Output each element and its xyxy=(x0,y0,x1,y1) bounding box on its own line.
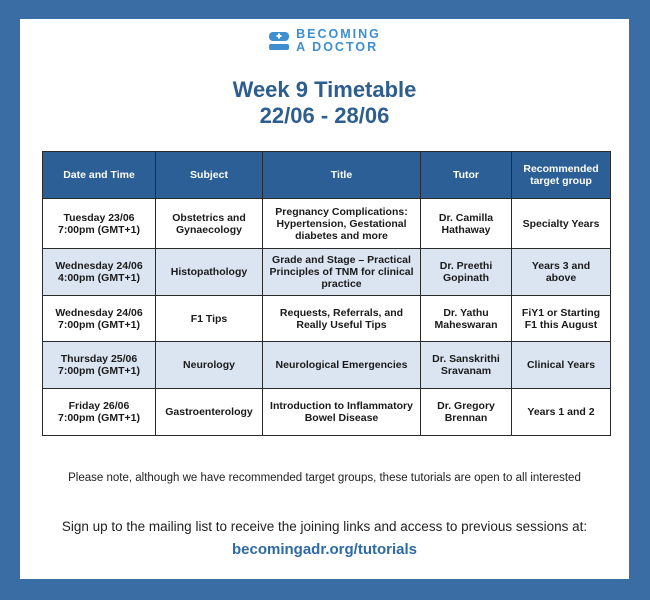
cell-subject: Obstetrics and Gynaecology xyxy=(156,199,263,249)
cell-target-group: Specialty Years xyxy=(512,199,611,249)
header-target-group: Recommended target group xyxy=(512,152,611,199)
header-title: Title xyxy=(263,152,421,199)
signup-text: Sign up to the mailing list to receive the joining links and access to previous sessions at: xyxy=(61,519,588,534)
logo xyxy=(20,28,629,57)
cell-tutor: Dr. Sanskrithi Sravanam xyxy=(421,342,512,389)
timetable-card xyxy=(20,19,629,579)
cell-subject: F1 Tips xyxy=(156,296,263,342)
cell-title: Pregnancy Complications: Hypertension, Gestational diabetes and more xyxy=(263,199,421,249)
cell-tutor: Dr. Preethi Gopinath xyxy=(421,249,512,296)
cell-date: Thursday 25/06 7:00pm (GMT+1) xyxy=(43,342,156,389)
target-group-note: Please note, although we have recommended target groups, these tutorials are open to all interested xyxy=(68,472,581,484)
cell-target-group: Clinical Years xyxy=(512,342,611,389)
cell-date: Friday 26/06 7:00pm (GMT+1) xyxy=(43,389,156,436)
page-title xyxy=(20,77,629,129)
cell-tutor: Dr. Yathu Maheswaran xyxy=(421,296,512,342)
cell-date: Tuesday 23/06 7:00pm (GMT+1) xyxy=(43,199,156,249)
week-dates: 22/06 - 28/06 xyxy=(259,103,390,128)
table-row xyxy=(43,249,611,296)
logo-text xyxy=(296,28,381,54)
header-tutor: Tutor xyxy=(421,152,512,199)
cell-target-group: Years 1 and 2 xyxy=(512,389,611,436)
cell-target-group: Years 3 and above xyxy=(512,249,611,296)
doctor-cap-icon xyxy=(268,30,290,52)
header-subject: Subject xyxy=(156,152,263,199)
week-title: Week 9 Timetable xyxy=(232,77,417,102)
logo-line1: BECOMING xyxy=(296,27,381,41)
cell-subject: Histopathology xyxy=(156,249,263,296)
header-date: Date and Time xyxy=(43,152,156,199)
cell-tutor: Dr. Camilla Hathaway xyxy=(421,199,512,249)
cell-date: Wednesday 24/06 7:00pm (GMT+1) xyxy=(43,296,156,342)
cell-tutor: Dr. Gregory Brennan xyxy=(421,389,512,436)
table-header-row xyxy=(43,152,611,199)
table-row xyxy=(43,199,611,249)
timetable-table xyxy=(42,151,611,436)
cell-target-group: FiY1 or Starting F1 this August xyxy=(512,296,611,342)
table-row xyxy=(43,342,611,389)
cell-subject: Neurology xyxy=(156,342,263,389)
table-row xyxy=(43,296,611,342)
cell-title: Grade and Stage – Practical Principles of TNM for clinical practice xyxy=(263,249,421,296)
cell-title: Introduction to Inflammatory Bowel Disease xyxy=(263,389,421,436)
cell-title: Neurological Emergencies xyxy=(263,342,421,389)
logo-line2: A DOCTOR xyxy=(296,40,379,54)
cell-title: Requests, Referrals, and Really Useful Tips xyxy=(263,296,421,342)
table-row xyxy=(43,389,611,436)
cell-date: Wednesday 24/06 4:00pm (GMT+1) xyxy=(43,249,156,296)
cell-subject: Gastroenterology xyxy=(156,389,263,436)
tutorials-link[interactable]: becomingadr.org/tutorials xyxy=(231,541,418,558)
